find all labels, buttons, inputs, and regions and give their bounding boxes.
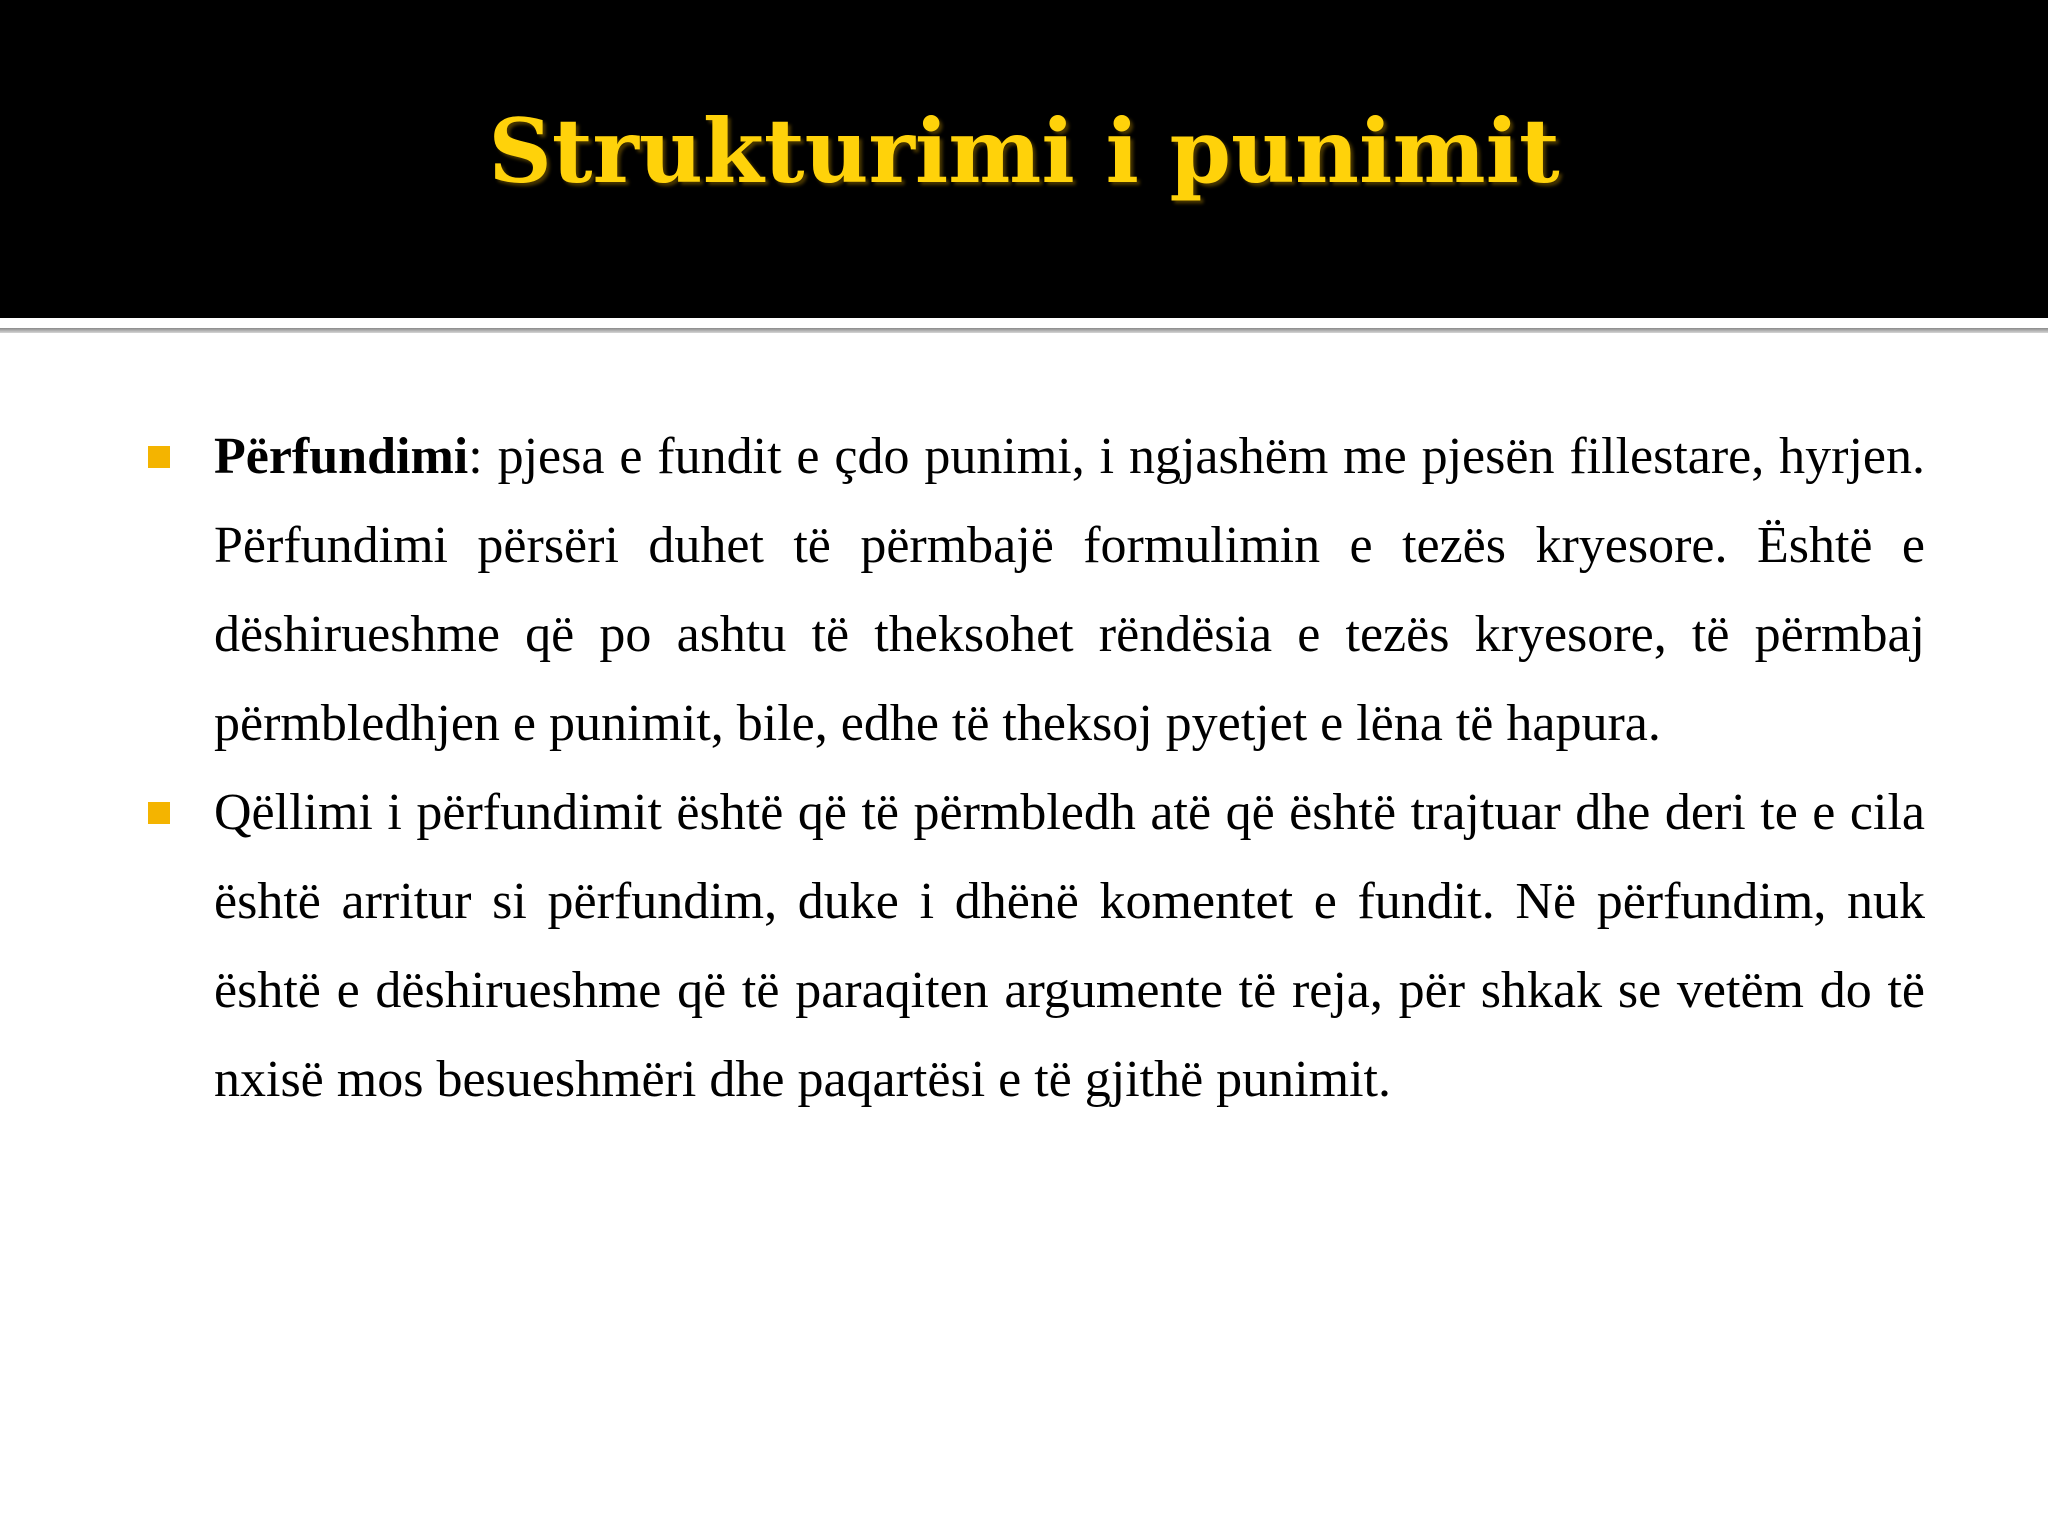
- bullet-text: : pjesa e fundit e çdo punimi, i ngjashëm me pjesën fillestare, hyrjen. Përfundimi përsëri duhet të përmbajë formulimin e tezës kryesore. Është e dëshirueshme që po ashtu të theksohet rëndësia e tezës kryesore, të përmbaj përmbledhjen e punimit, bile, edhe të theksoj pyetjet e lëna të hapura.: [214, 428, 1925, 752]
- title-band: [0, 0, 2048, 318]
- square-bullet-icon: [148, 802, 170, 824]
- slide-title: Strukturimi i punimit: [488, 99, 1560, 203]
- title-divider-grey: [0, 328, 2048, 333]
- bullet-item-conclusion-purpose: [140, 768, 1925, 1124]
- bullet-term: Përfundimi: [214, 428, 469, 485]
- bullet-list: [140, 412, 1925, 1124]
- bullet-text: Qëllimi i përfundimit është që të përmbledh atë që është trajtuar dhe deri te e cila është arritur si përfundim, duke i dhënë komentet e fundit. Në përfundim, nuk është e dëshirueshme që të paraqiten argumente të reja, për shkak se vetëm do të nxisë mos besueshmëri dhe paqartësi e të gjithë punimit.: [214, 784, 1925, 1108]
- title-divider-white: [0, 318, 2048, 328]
- square-bullet-icon: [148, 446, 170, 468]
- bullet-item-conclusion-definition: [140, 412, 1925, 768]
